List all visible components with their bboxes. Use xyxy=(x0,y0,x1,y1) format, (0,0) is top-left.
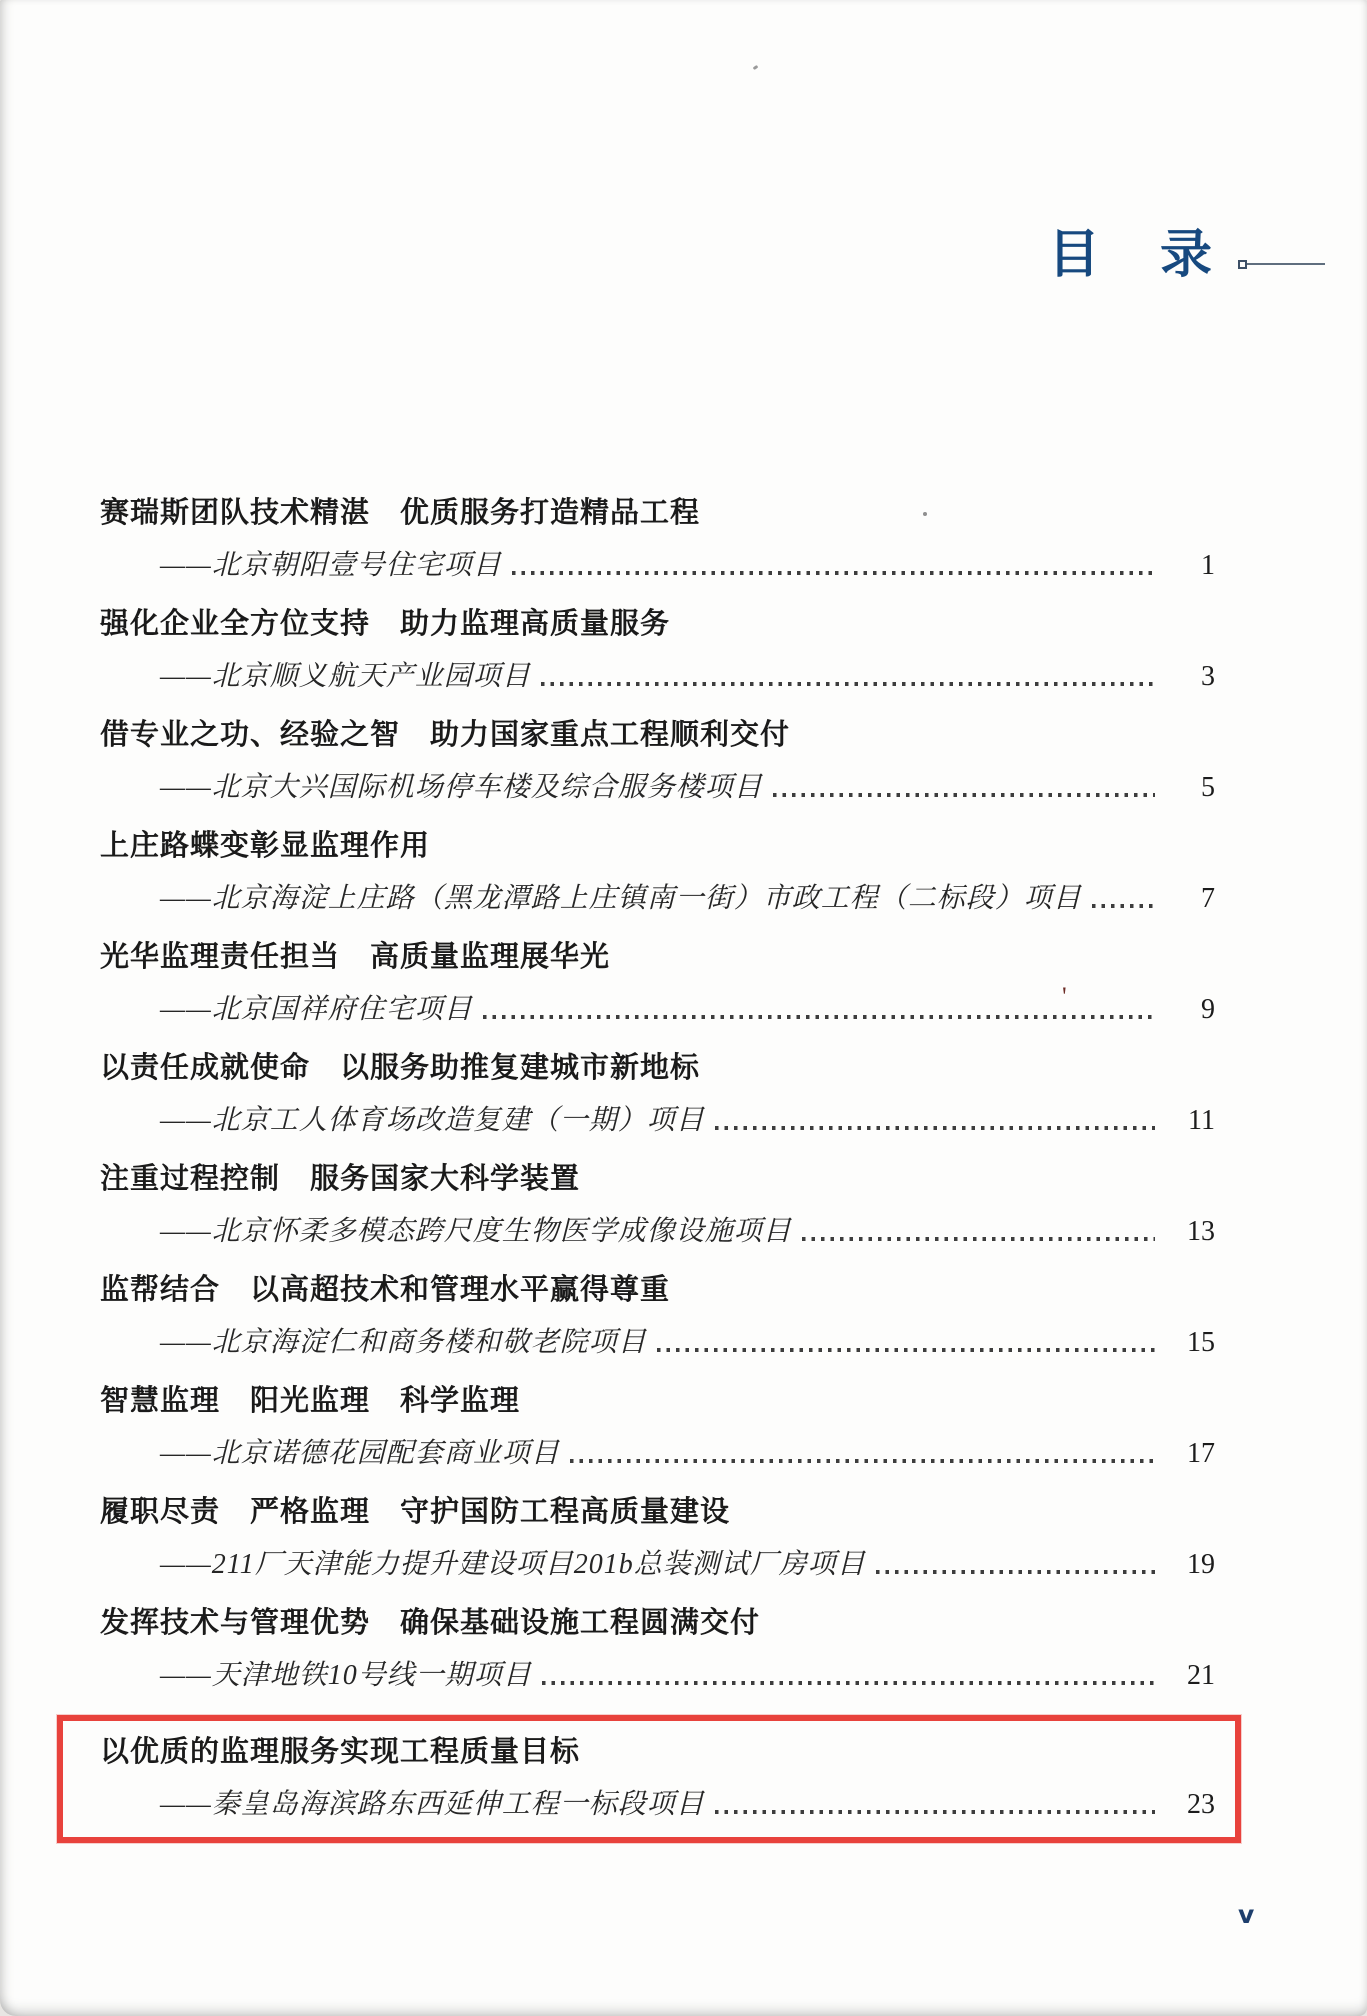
toc-entry-title: 强化企业全方位支持 助力监理高质量服务 xyxy=(100,606,671,640)
scan-artifact-tick: ' xyxy=(1062,982,1067,1011)
dotted-leader xyxy=(483,1015,1155,1019)
toc-entry-subtitle: ——天津地铁10号线一期项目 xyxy=(160,1660,532,1691)
dotted-leader xyxy=(542,1681,1155,1685)
toc-entry-title: 光华监理责任担当 高质量监理展华光 xyxy=(100,939,611,973)
toc-entry-subtitle: ——秦皇岛海滨路东西延伸工程一标段项目 xyxy=(160,1789,705,1820)
toc-entry-page-number: 21 xyxy=(1187,1660,1215,1691)
dotted-leader xyxy=(570,1459,1155,1463)
toc-entry-subtitle: ——北京大兴国际机场停车楼及综合服务楼项目 xyxy=(160,772,763,803)
toc-entry xyxy=(100,716,1215,806)
toc-entry-title: 履职尽责 严格监理 守护国防工程高质量建设 xyxy=(100,1494,731,1528)
toc-entry-subtitle-row xyxy=(100,1657,1215,1694)
dotted-leader xyxy=(802,1237,1155,1241)
toc-entry xyxy=(100,1604,1215,1694)
toc-entry-subtitle-row xyxy=(100,1786,1215,1823)
toc-entry-title: 上庄路蝶变彰显监理作用 xyxy=(100,828,431,862)
toc-entry-subtitle: ——北京海淀仁和商务楼和敬老院项目 xyxy=(160,1327,647,1358)
toc-entry-title: 以责任成就使命 以服务助推复建城市新地标 xyxy=(100,1050,701,1084)
page-title: 目 录 xyxy=(1048,225,1217,285)
toc-entry-title: 以优质的监理服务实现工程质量目标 xyxy=(100,1734,581,1768)
toc-entry-subtitle-row xyxy=(100,1213,1215,1250)
toc-entry xyxy=(100,605,1215,695)
toc-entry-subtitle-row xyxy=(100,991,1215,1028)
toc-entry-subtitle: ——北京工人体育场改造复建（一期）项目 xyxy=(160,1105,705,1136)
toc-entry-highlighted xyxy=(57,1715,1241,1843)
toc-entry xyxy=(100,494,1215,584)
toc-list xyxy=(100,494,1215,1864)
dotted-leader xyxy=(715,1810,1155,1814)
toc-entry-subtitle-row xyxy=(100,769,1215,806)
toc-entry-subtitle: ——北京诺德花园配套商业项目 xyxy=(160,1438,560,1469)
dotted-leader xyxy=(541,682,1155,686)
toc-entry-subtitle: ——北京顺义航天产业园项目 xyxy=(160,661,531,692)
dotted-leader xyxy=(773,793,1155,797)
toc-entry-page-number: 9 xyxy=(1201,994,1215,1025)
toc-entry xyxy=(100,1493,1215,1583)
scan-speck xyxy=(753,65,759,70)
title-rule-line xyxy=(1247,263,1325,265)
toc-entry xyxy=(100,1049,1215,1139)
toc-entry-subtitle-row xyxy=(100,1102,1215,1139)
toc-entry-page-number: 1 xyxy=(1201,550,1215,581)
toc-entry-subtitle-row xyxy=(100,1546,1215,1583)
scan-speck xyxy=(923,512,927,516)
toc-entry xyxy=(100,827,1215,917)
dotted-leader xyxy=(1092,904,1155,908)
toc-entry-page-number: 23 xyxy=(1187,1789,1215,1820)
toc-header xyxy=(1048,226,1325,284)
dotted-leader xyxy=(876,1570,1155,1574)
dotted-leader xyxy=(715,1126,1155,1130)
toc-entry-subtitle-row xyxy=(100,880,1215,917)
toc-entry-page-number: 17 xyxy=(1187,1438,1215,1469)
toc-entry-subtitle: ——北京朝阳壹号住宅项目 xyxy=(160,550,502,581)
toc-entry-subtitle: ——北京国祥府住宅项目 xyxy=(160,994,473,1025)
toc-entry-title: 监帮结合 以高超技术和管理水平赢得尊重 xyxy=(100,1272,671,1306)
toc-entry-subtitle-row xyxy=(100,1435,1215,1472)
toc-entry-subtitle-row xyxy=(100,1324,1215,1361)
title-decoration xyxy=(1238,260,1325,269)
dotted-leader xyxy=(657,1348,1155,1352)
toc-entry xyxy=(100,1160,1215,1250)
toc-entry-subtitle-row xyxy=(100,547,1215,584)
toc-entry-title: 借专业之功、经验之智 助力国家重点工程顺利交付 xyxy=(100,717,791,751)
toc-entry-title: 发挥技术与管理优势 确保基础设施工程圆满交付 xyxy=(100,1605,761,1639)
toc-entry-page-number: 5 xyxy=(1201,772,1215,803)
folio-page-number: v xyxy=(1238,1900,1255,1929)
toc-entry-page-number: 7 xyxy=(1201,883,1215,914)
toc-entry xyxy=(100,1271,1215,1361)
toc-entry-subtitle: ——北京怀柔多模态跨尺度生物医学成像设施项目 xyxy=(160,1216,792,1247)
toc-entry-page-number: 11 xyxy=(1188,1105,1215,1136)
toc-entry-subtitle: ——211厂天津能力提升建设项目201b总装测试厂房项目 xyxy=(160,1549,866,1580)
toc-entry-subtitle: ——北京海淀上庄路（黑龙潭路上庄镇南一街）市政工程（二标段）项目 xyxy=(160,883,1082,914)
toc-entry-title: 智慧监理 阳光监理 科学监理 xyxy=(100,1383,521,1417)
toc-entry-page-number: 19 xyxy=(1187,1549,1215,1580)
square-bullet-icon xyxy=(1238,260,1247,269)
toc-entry-title: 赛瑞斯团队技术精湛 优质服务打造精品工程 xyxy=(100,495,701,529)
toc-entry xyxy=(100,1382,1215,1472)
dotted-leader xyxy=(512,571,1155,575)
toc-entry-page-number: 13 xyxy=(1187,1216,1215,1247)
toc-entry-subtitle-row xyxy=(100,658,1215,695)
toc-entry-page-number: 15 xyxy=(1187,1327,1215,1358)
toc-entry xyxy=(100,938,1215,1028)
toc-entry-page-number: 3 xyxy=(1201,661,1215,692)
toc-entry-title: 注重过程控制 服务国家大科学装置 xyxy=(100,1161,581,1195)
